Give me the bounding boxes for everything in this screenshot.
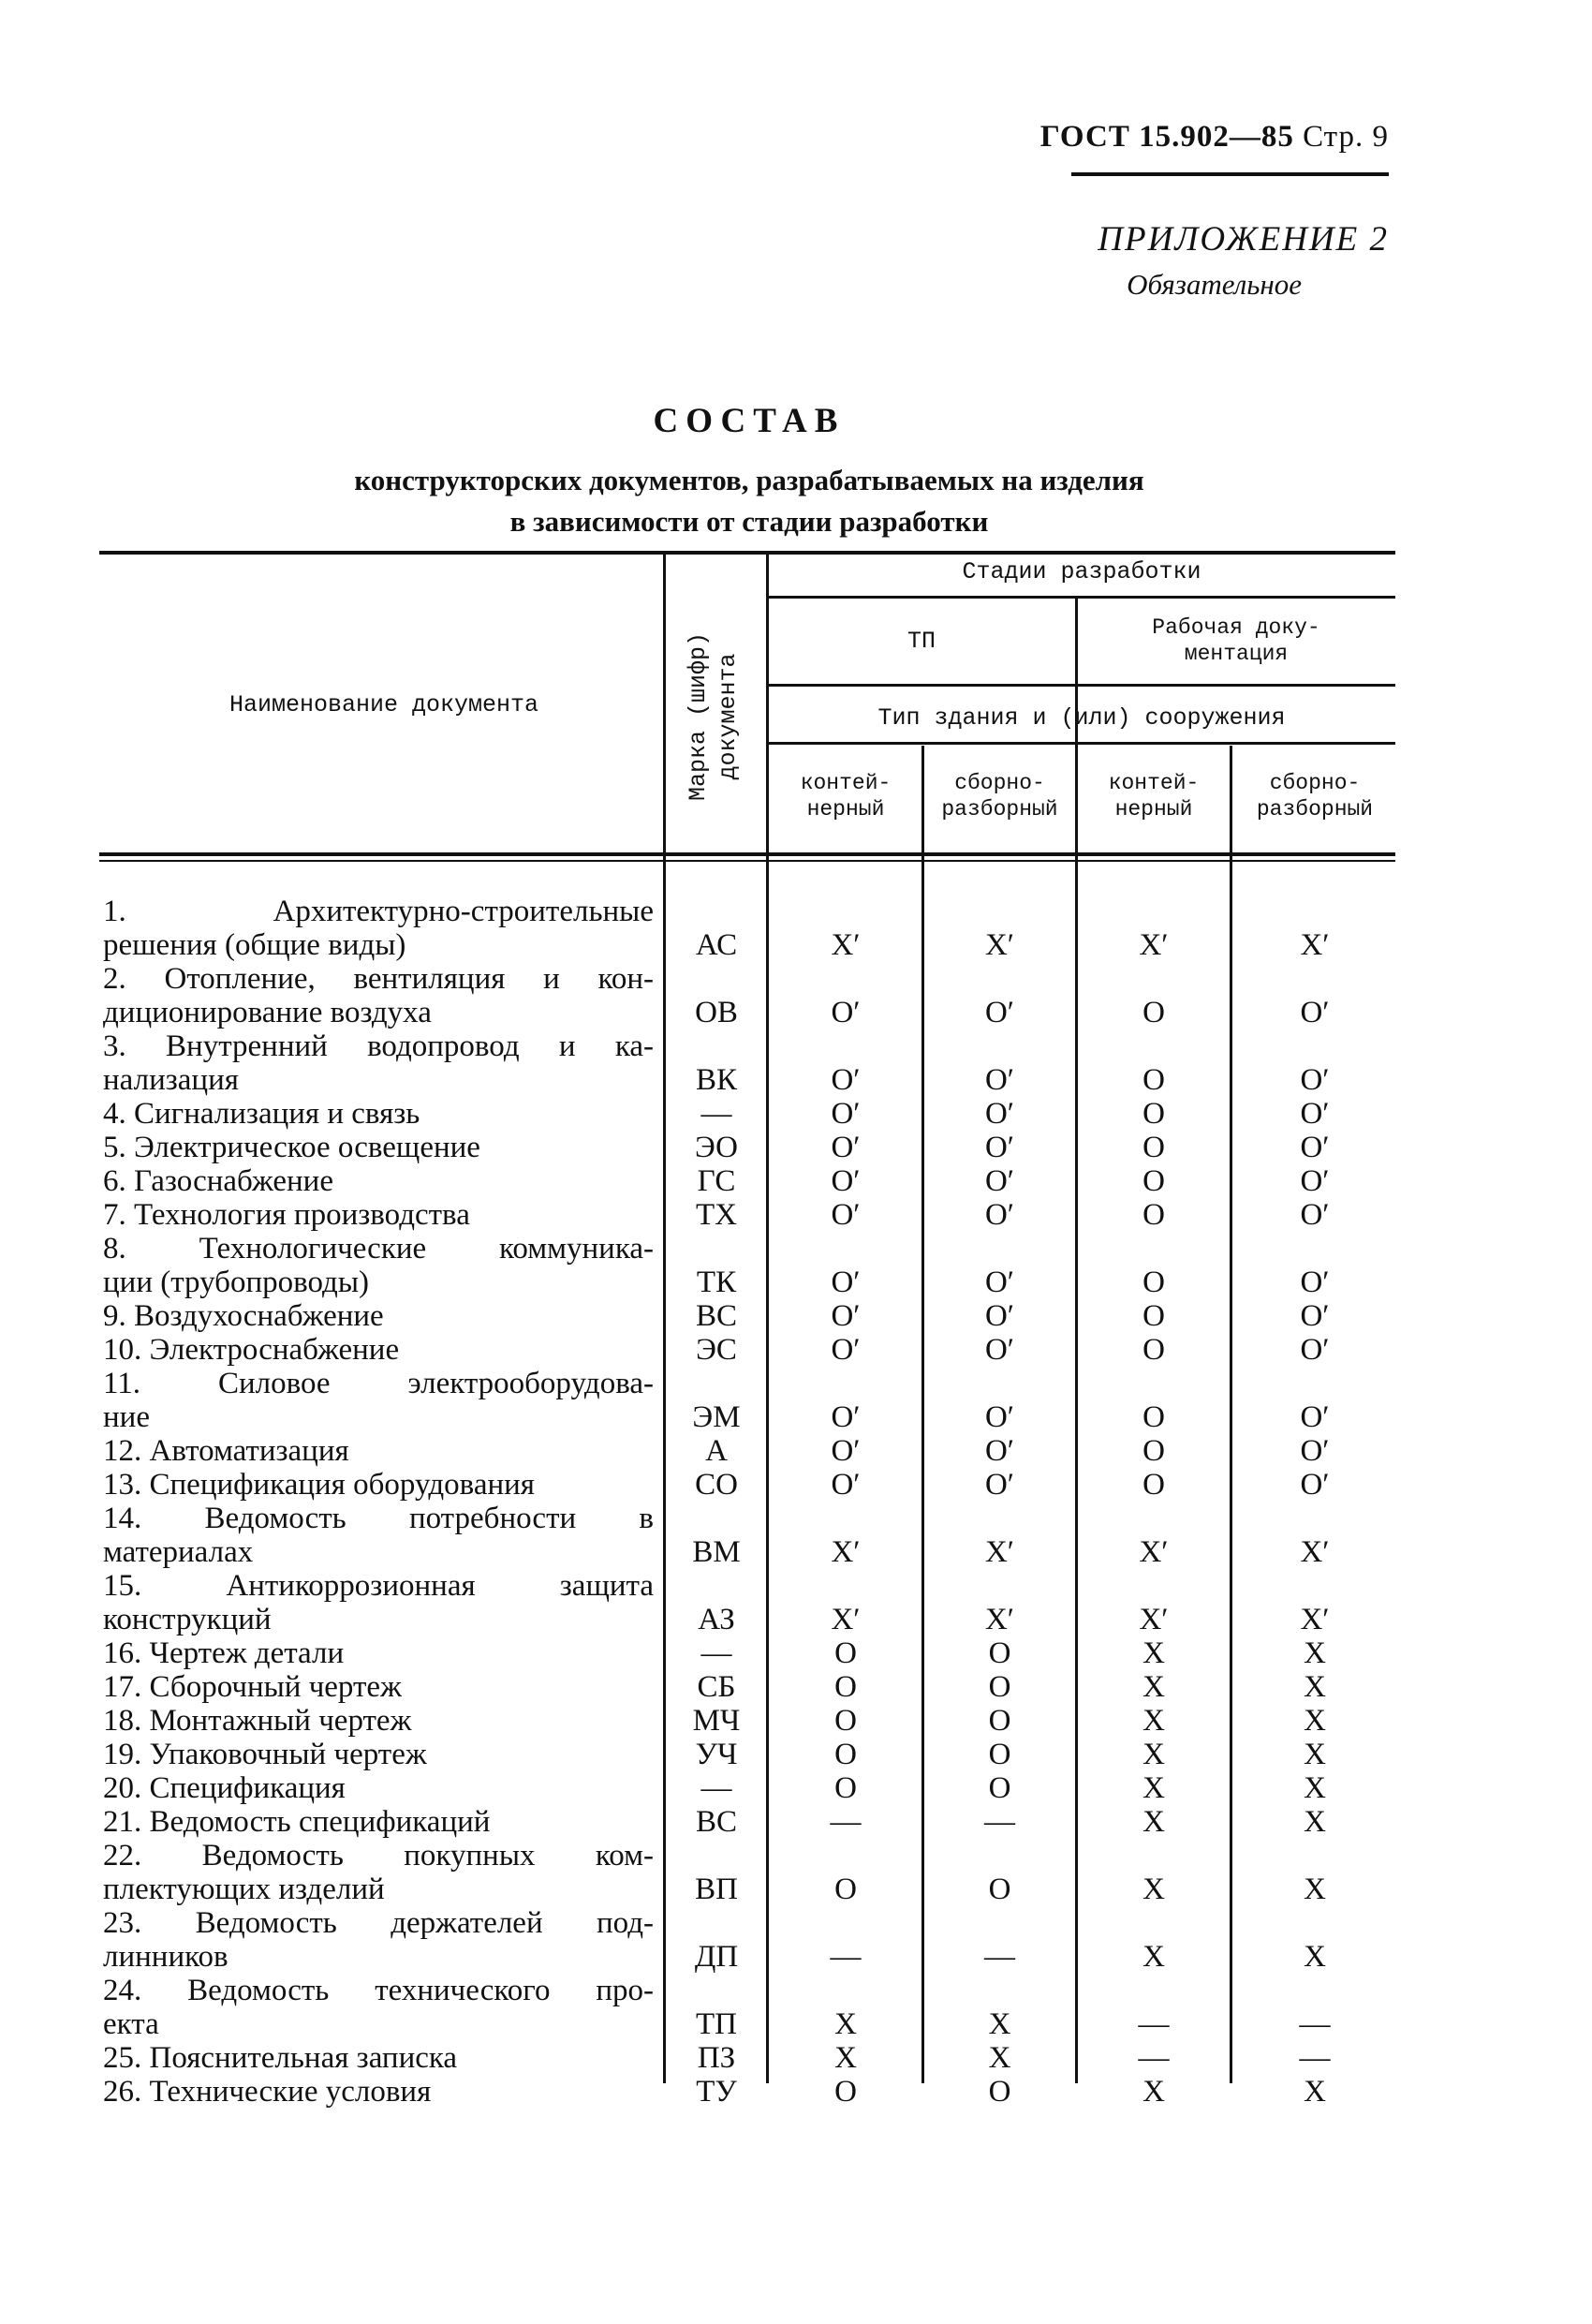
row-value: O′ bbox=[984, 1063, 1015, 1097]
table-row bbox=[103, 1232, 654, 1299]
row-name-line: ции (трубопроводы) bbox=[103, 1266, 369, 1299]
building-type-rule bbox=[768, 742, 1395, 745]
row-value: O′ bbox=[984, 1468, 1015, 1502]
row-value: O′ bbox=[984, 1266, 1015, 1299]
row-value: O′ bbox=[831, 1299, 861, 1333]
row-code: ВС bbox=[695, 1805, 738, 1839]
row-value: — bbox=[1138, 2007, 1170, 2041]
row-code: АЗ bbox=[698, 1603, 735, 1636]
row-value: X bbox=[1142, 1771, 1165, 1805]
row-name-line: 17. Сборочный чертеж bbox=[103, 1670, 402, 1704]
row-name-line: материалах bbox=[103, 1535, 254, 1569]
row-value: O′ bbox=[984, 996, 1015, 1029]
table-row bbox=[103, 1839, 654, 1906]
row-value: X bbox=[1304, 1670, 1326, 1704]
table-row bbox=[103, 1738, 654, 1771]
row-value: O bbox=[988, 1636, 1011, 1670]
row-name-line: 26. Технические условия bbox=[103, 2075, 432, 2109]
row-value: O bbox=[1142, 996, 1165, 1029]
row-name-line: 19. Упаковочный чертеж bbox=[103, 1738, 427, 1771]
mandatory-label: Обязательное bbox=[1127, 268, 1302, 301]
row-value: O bbox=[1142, 1164, 1165, 1198]
row-value: O′ bbox=[984, 1400, 1015, 1434]
row-value: O′ bbox=[1300, 1164, 1330, 1198]
col-divider-name bbox=[663, 555, 666, 2083]
header-prefab-wd: сборно- разборный bbox=[1256, 771, 1374, 822]
row-value: O′ bbox=[1300, 1434, 1330, 1468]
row-value: O bbox=[1142, 1131, 1165, 1164]
row-name-line: 4. Сигнализация и связь bbox=[103, 1097, 420, 1131]
table-row bbox=[103, 1771, 654, 1805]
row-name-line: 2. Отопление, вентиляция и кон- bbox=[103, 962, 654, 996]
row-value: X′ bbox=[1300, 928, 1330, 962]
row-code: — bbox=[700, 1097, 732, 1131]
row-value: O′ bbox=[831, 1333, 861, 1367]
header-container-tp: контей- нерный bbox=[800, 771, 892, 822]
table-row bbox=[103, 2041, 654, 2075]
row-name-line: 13. Спецификация оборудования bbox=[103, 1468, 535, 1502]
row-value: X′ bbox=[831, 1603, 861, 1636]
table-row bbox=[103, 1299, 654, 1333]
row-name-line: конструкций bbox=[103, 1603, 272, 1636]
col-divider-code bbox=[766, 555, 769, 2083]
row-name-line: екта bbox=[103, 2007, 159, 2041]
row-value: O′ bbox=[831, 996, 861, 1029]
row-value: O bbox=[988, 1670, 1011, 1704]
row-value: O′ bbox=[984, 1299, 1015, 1333]
row-code: ВП bbox=[695, 1873, 738, 1906]
row-value: X bbox=[1142, 1873, 1165, 1906]
row-name-line: линников bbox=[103, 1940, 228, 1974]
row-value: — bbox=[1299, 2041, 1331, 2075]
row-code: ВМ bbox=[692, 1535, 741, 1569]
row-value: X bbox=[1304, 1873, 1326, 1906]
row-value: X bbox=[1142, 2075, 1165, 2109]
row-name-line: 16. Чертеж детали bbox=[103, 1636, 345, 1670]
row-value: X′ bbox=[1139, 1603, 1169, 1636]
row-name-line: нализация bbox=[103, 1063, 239, 1097]
row-value: O′ bbox=[1300, 1266, 1330, 1299]
row-code: ВК bbox=[695, 1063, 738, 1097]
row-value: X bbox=[1304, 1704, 1326, 1738]
subtitle-line-1: конструкторских документов, разрабатываемых на изделия bbox=[354, 464, 1144, 496]
row-name-line: 15. Антикоррозионная защита bbox=[103, 1569, 654, 1603]
row-value: O′ bbox=[1300, 1063, 1330, 1097]
row-value: X bbox=[1304, 1940, 1326, 1974]
row-name-line: 14. Ведомость потребности в bbox=[103, 1502, 654, 1535]
row-value: O′ bbox=[831, 1063, 861, 1097]
row-name-line: 12. Автоматизация bbox=[103, 1434, 349, 1468]
table-row bbox=[103, 1906, 654, 1974]
table-row bbox=[103, 1333, 654, 1367]
row-code: ДП bbox=[694, 1940, 739, 1974]
row-value: O′ bbox=[831, 1266, 861, 1299]
row-value: O′ bbox=[1300, 1131, 1330, 1164]
header-container-wd: контей- нерный bbox=[1108, 771, 1200, 822]
row-code: АС bbox=[695, 928, 738, 962]
row-value: O′ bbox=[831, 1468, 861, 1502]
row-code: ТК bbox=[696, 1266, 737, 1299]
row-value: X′ bbox=[1139, 928, 1169, 962]
table-row bbox=[103, 1131, 654, 1164]
row-name-line: 3. Внутренний водопровод и ка- bbox=[103, 1029, 654, 1063]
row-value: X′ bbox=[984, 928, 1015, 962]
row-name-line: 21. Ведомость спецификаций bbox=[103, 1805, 491, 1839]
table-row bbox=[103, 1434, 654, 1468]
row-value: O bbox=[1142, 1400, 1165, 1434]
row-value: X′ bbox=[831, 928, 861, 962]
row-code: ЭМ bbox=[692, 1400, 741, 1434]
row-value: X bbox=[1142, 1704, 1165, 1738]
document-subtitle bbox=[187, 460, 1311, 542]
tp-rule bbox=[768, 684, 1395, 687]
row-code: ГС bbox=[697, 1164, 736, 1198]
row-value: O′ bbox=[831, 1131, 861, 1164]
row-code: ТУ bbox=[696, 2075, 737, 2109]
gost-code: ГОСТ 15.902—85 bbox=[1039, 120, 1294, 154]
row-value: O′ bbox=[984, 1434, 1015, 1468]
row-name-line: 1. Архитектурно-строительные bbox=[103, 895, 654, 928]
row-value: O′ bbox=[984, 1097, 1015, 1131]
subtitle-line-2: в зависимости от стадии разработки bbox=[509, 505, 989, 538]
row-value: O′ bbox=[1300, 1097, 1330, 1131]
row-code: — bbox=[700, 1636, 732, 1670]
row-value: X′ bbox=[984, 1603, 1015, 1636]
header-building-type: Тип здания и (или) сооружения bbox=[877, 704, 1286, 732]
row-value: O′ bbox=[1300, 1468, 1330, 1502]
table-row bbox=[103, 2075, 654, 2109]
table-row bbox=[103, 1164, 654, 1198]
table-top-rule bbox=[99, 551, 1395, 555]
row-value: X bbox=[1304, 1738, 1326, 1771]
table-row bbox=[103, 1097, 654, 1131]
row-name-line: ние bbox=[103, 1400, 150, 1434]
row-code: ЭО bbox=[694, 1131, 739, 1164]
row-value: O′ bbox=[984, 1131, 1015, 1164]
row-value: O bbox=[988, 1771, 1011, 1805]
row-name-line: 5. Электрическое освещение bbox=[103, 1131, 480, 1164]
row-name-line: 8. Технологические коммуника- bbox=[103, 1232, 654, 1266]
row-value: X bbox=[1142, 1670, 1165, 1704]
row-value: — bbox=[1138, 2041, 1170, 2075]
row-value: — bbox=[830, 1940, 862, 1974]
row-code: ПЗ bbox=[697, 2041, 736, 2075]
row-value: O′ bbox=[831, 1164, 861, 1198]
table-row bbox=[103, 1029, 654, 1097]
row-value: O′ bbox=[984, 1198, 1015, 1232]
row-value: O′ bbox=[831, 1097, 861, 1131]
table-row bbox=[103, 1569, 654, 1636]
row-value: O bbox=[1142, 1299, 1165, 1333]
row-value: O bbox=[834, 1704, 857, 1738]
row-name-line: 11. Силовое электрооборудова- bbox=[103, 1367, 654, 1400]
table-row bbox=[103, 1805, 654, 1839]
row-code: МЧ bbox=[692, 1704, 741, 1738]
row-name-line: 9. Воздухоснабжение bbox=[103, 1299, 384, 1333]
stages-rule bbox=[768, 596, 1395, 599]
row-value: O′ bbox=[1300, 1198, 1330, 1232]
row-name-line: 7. Технология производства bbox=[103, 1198, 470, 1232]
row-value: O bbox=[1142, 1266, 1165, 1299]
row-value: O bbox=[1142, 1198, 1165, 1232]
row-value: O bbox=[834, 1738, 857, 1771]
appendix-label: ПРИЛОЖЕНИЕ 2 bbox=[1098, 220, 1389, 259]
row-value: X bbox=[988, 2041, 1011, 2075]
row-value: O bbox=[1142, 1333, 1165, 1367]
table-row bbox=[103, 1198, 654, 1232]
page-label: Стр. 9 bbox=[1303, 120, 1389, 154]
table-row bbox=[103, 1502, 654, 1569]
row-value: X bbox=[1142, 1805, 1165, 1839]
row-code: А bbox=[705, 1434, 728, 1468]
row-value: X bbox=[1304, 2075, 1326, 2109]
header-rule bbox=[1071, 172, 1389, 176]
table-row bbox=[103, 895, 654, 962]
row-value: O′ bbox=[1300, 1299, 1330, 1333]
row-code: ВС bbox=[695, 1299, 738, 1333]
header-prefab-tp: сборно- разборный bbox=[941, 771, 1058, 822]
row-code: ТП bbox=[696, 2007, 737, 2041]
header-code: Марка (шифр) документа bbox=[685, 631, 742, 802]
header-document-name: Наименование документа bbox=[228, 691, 539, 718]
row-value: X bbox=[1304, 1636, 1326, 1670]
row-name-line: 20. Спецификация bbox=[103, 1771, 346, 1805]
row-name-line: 25. Пояснительная записка bbox=[103, 2041, 458, 2075]
row-name-line: 22. Ведомость покупных ком- bbox=[103, 1839, 654, 1873]
row-value: X bbox=[988, 2007, 1011, 2041]
table-row bbox=[103, 1468, 654, 1502]
row-value: O bbox=[834, 1670, 857, 1704]
row-value: X bbox=[1142, 1738, 1165, 1771]
row-name-line: 10. Электроснабжение bbox=[103, 1333, 400, 1367]
row-value: O′ bbox=[1300, 996, 1330, 1029]
row-value: X′ bbox=[831, 1535, 861, 1569]
row-code: СБ bbox=[697, 1670, 736, 1704]
row-value: O′ bbox=[831, 1400, 861, 1434]
row-value: O′ bbox=[1300, 1333, 1330, 1367]
gost-reference bbox=[1010, 120, 1389, 155]
row-value: O bbox=[1142, 1434, 1165, 1468]
row-value: O′ bbox=[984, 1333, 1015, 1367]
row-name-line: плектующих изделий bbox=[103, 1873, 385, 1906]
row-code: — bbox=[700, 1771, 732, 1805]
row-value: — bbox=[1299, 2007, 1331, 2041]
row-value: O bbox=[1142, 1097, 1165, 1131]
row-name-line: 23. Ведомость держателей под- bbox=[103, 1906, 654, 1940]
row-value: O bbox=[834, 2075, 857, 2109]
table-row bbox=[103, 1704, 654, 1738]
row-name-line: 18. Монтажный чертеж bbox=[103, 1704, 412, 1738]
row-value: X bbox=[1304, 1771, 1326, 1805]
row-value: O′ bbox=[984, 1164, 1015, 1198]
row-name-line: диционирование воздуха bbox=[103, 996, 432, 1029]
row-value: O bbox=[988, 2075, 1011, 2109]
row-value: O bbox=[1142, 1468, 1165, 1502]
row-value: O bbox=[1142, 1063, 1165, 1097]
row-value: X′ bbox=[984, 1535, 1015, 1569]
row-value: X′ bbox=[1139, 1535, 1169, 1569]
row-value: O′ bbox=[831, 1434, 861, 1468]
document-title: СОСТАВ bbox=[653, 402, 846, 440]
row-value: X′ bbox=[1300, 1535, 1330, 1569]
row-value: X bbox=[1142, 1940, 1165, 1974]
row-value: X bbox=[1142, 1636, 1165, 1670]
row-value: O′ bbox=[1300, 1400, 1330, 1434]
row-code: ЭС bbox=[696, 1333, 737, 1367]
table-row bbox=[103, 962, 654, 1029]
row-value: X bbox=[1304, 1805, 1326, 1839]
row-name-line: 24. Ведомость технического про- bbox=[103, 1974, 654, 2007]
row-value: O bbox=[988, 1704, 1011, 1738]
row-value: X bbox=[834, 2007, 857, 2041]
header-tp: ТП bbox=[907, 628, 936, 655]
row-value: O bbox=[834, 1771, 857, 1805]
row-value: — bbox=[830, 1805, 862, 1839]
row-value: X bbox=[834, 2041, 857, 2075]
row-value: O bbox=[834, 1636, 857, 1670]
row-value: O bbox=[988, 1738, 1011, 1771]
row-code: УЧ bbox=[695, 1738, 738, 1771]
table-row bbox=[103, 1367, 654, 1434]
table-row bbox=[103, 1636, 654, 1670]
row-value: X′ bbox=[1300, 1603, 1330, 1636]
header-stages: Стадии разработки bbox=[962, 558, 1201, 585]
row-code: ОВ bbox=[695, 996, 738, 1029]
header-working-docs: Рабочая доку- ментация bbox=[1152, 615, 1320, 666]
row-name-line: решения (общие виды) bbox=[103, 928, 406, 962]
row-name-line: 6. Газоснабжение bbox=[103, 1164, 333, 1198]
row-value: O bbox=[834, 1873, 857, 1906]
table-row bbox=[103, 1974, 654, 2041]
row-value: — bbox=[984, 1940, 1015, 1974]
row-value: O bbox=[988, 1873, 1011, 1906]
row-value: O′ bbox=[831, 1198, 861, 1232]
row-code: ТХ bbox=[696, 1198, 737, 1232]
row-value: — bbox=[984, 1805, 1015, 1839]
table-row bbox=[103, 1670, 654, 1704]
row-code: СО bbox=[695, 1468, 738, 1502]
